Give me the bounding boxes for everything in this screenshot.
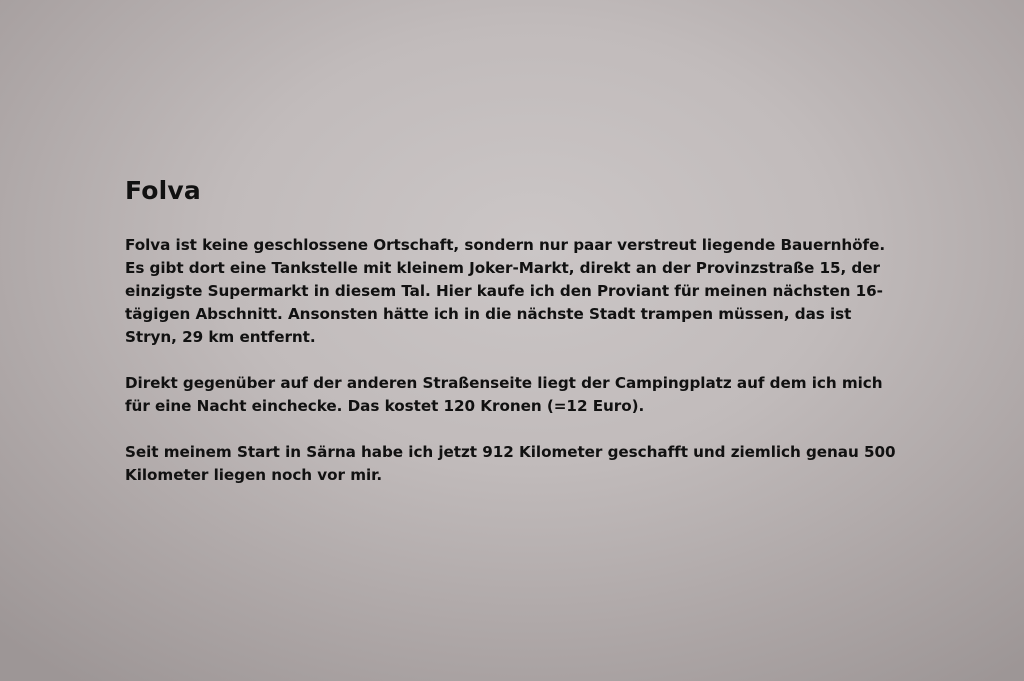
paragraph-folva-description: Folva ist keine geschlossene Ortschaft, sondern nur paar verstreut liegende Bauernhöfe. Es gibt dort eine Tankstelle mit kleinem Joker-Markt, direkt an der Provinzstraße 15, der einzigste Supermarkt in diesem Tal. Hier kaufe ich den Proviant für meinen nächsten 16-tägigen Abschnitt. Ansonsten hätte ich in die nächste Stadt trampen müssen, das ist Stryn, 29 km entfernt. [125,236,886,346]
article [125,175,905,487]
paragraph-distance: Seit meinem Start in Särna habe ich jetzt 912 Kilometer geschafft und ziemlich genau 500 Kilometer liegen noch vor mir. [125,443,896,484]
page-title: Folva [125,176,201,205]
paragraph-campsite: Direkt gegenüber auf der anderen Straßenseite liegt der Campingplatz auf dem ich mich für eine Nacht einchecke. Das kostet 120 Kronen (=12 Euro). [125,374,883,415]
